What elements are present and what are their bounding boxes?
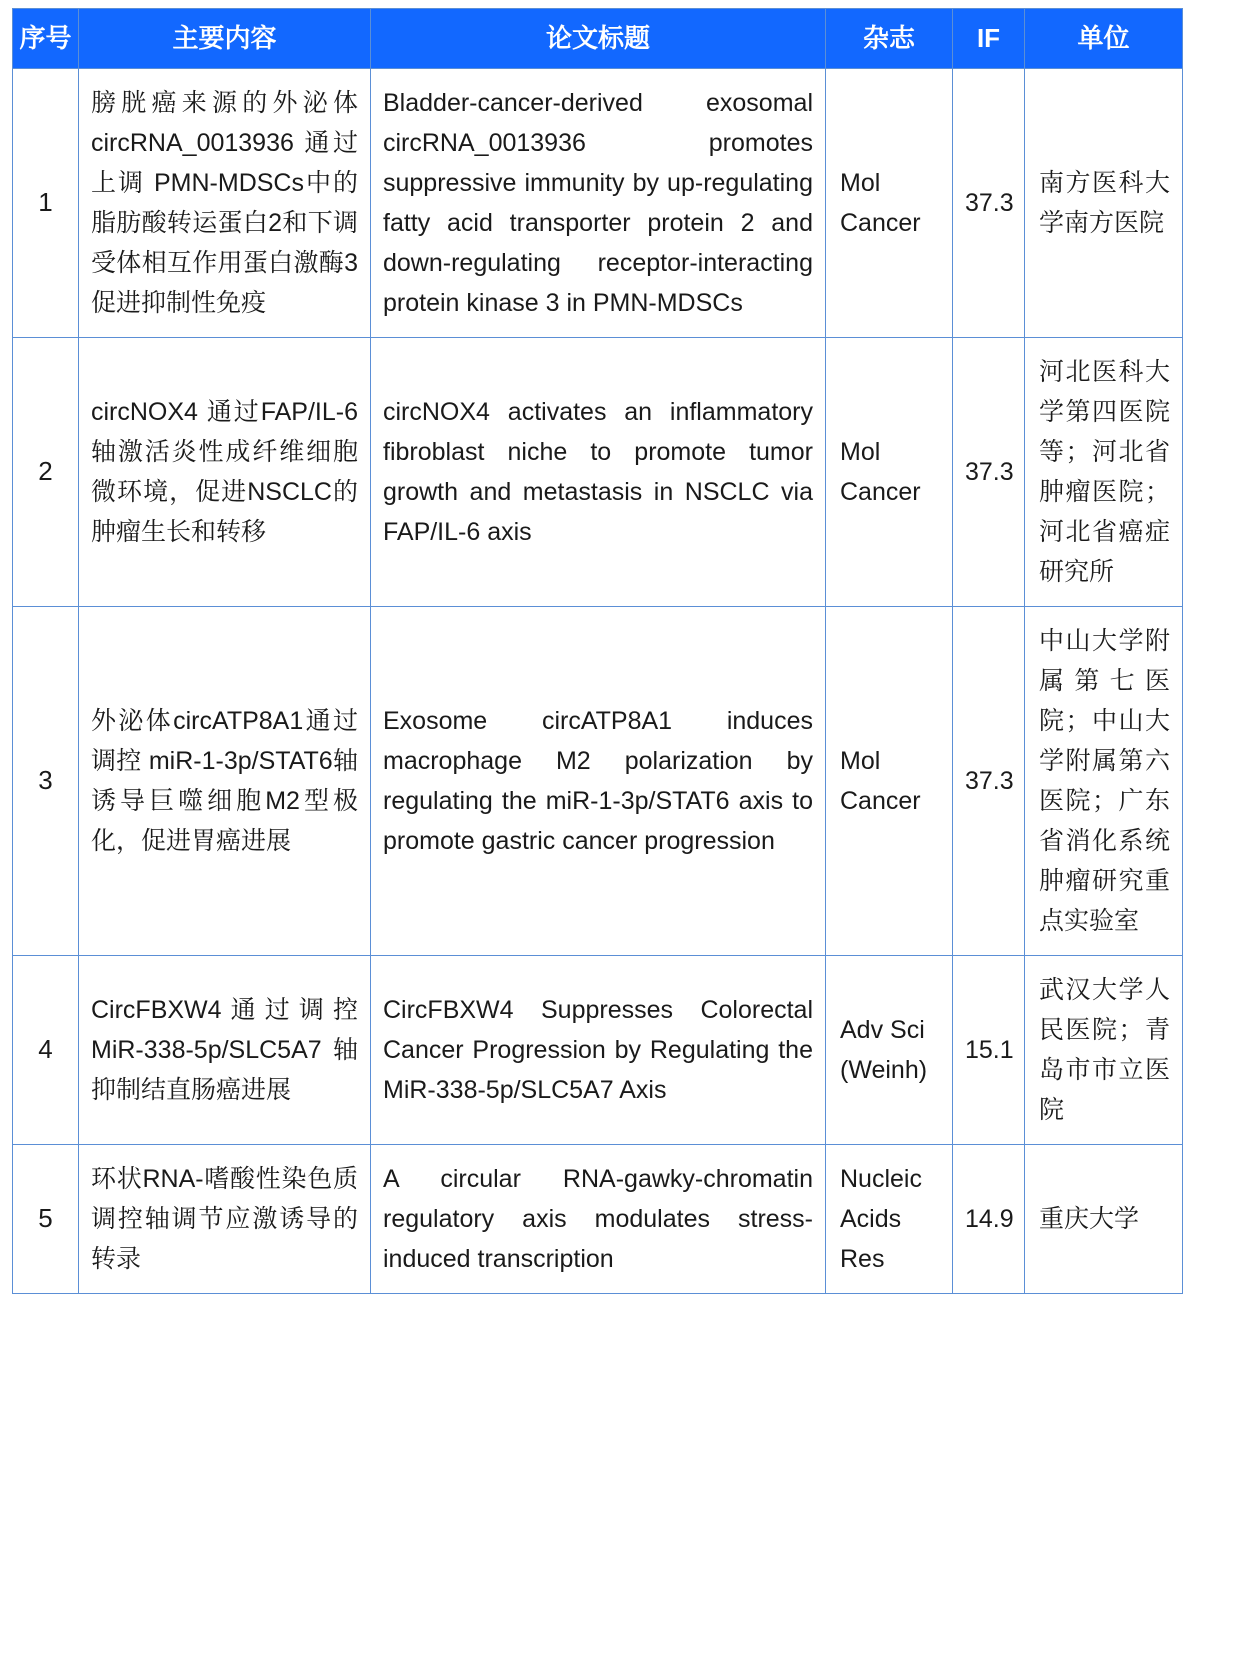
cell-index: 1 — [13, 69, 79, 338]
cell-index: 5 — [13, 1145, 79, 1294]
cell-content: 环状RNA-嗜酸性染色质调控轴调节应激诱导的转录 — [79, 1145, 371, 1294]
cell-if: 15.1 — [953, 956, 1025, 1145]
cell-if: 14.9 — [953, 1145, 1025, 1294]
cell-if: 37.3 — [953, 69, 1025, 338]
cell-unit: 河北医科大学第四医院等；河北省肿瘤医院；河北省癌症研究所 — [1025, 338, 1183, 607]
cell-title: circNOX4 activates an inflammatory fibroblast niche to promote tumor growth and metastasis in NSCLC via FAP/IL-6 axis — [371, 338, 826, 607]
cell-title: Exosome circATP8A1 induces macrophage M2 polarization by regulating the miR-1-3p/STAT6 axis to promote gastric cancer progression — [371, 607, 826, 956]
cell-content: CircFBXW4通过调控MiR-338-5p/SLC5A7轴抑制结直肠癌进展 — [79, 956, 371, 1145]
table-row — [13, 1145, 1183, 1294]
column-header-index: 序号 — [13, 9, 79, 69]
cell-unit: 武汉大学人民医院；青岛市市立医院 — [1025, 956, 1183, 1145]
column-header-if: IF — [953, 9, 1025, 69]
table-row — [13, 607, 1183, 956]
cell-journal: Nucleic Acids Res — [826, 1145, 953, 1294]
cell-index: 4 — [13, 956, 79, 1145]
cell-if: 37.3 — [953, 338, 1025, 607]
cell-if: 37.3 — [953, 607, 1025, 956]
column-header-unit: 单位 — [1025, 9, 1183, 69]
cell-title: CircFBXW4 Suppresses Colorectal Cancer Progression by Regulating the MiR-338-5p/SLC5A7 Axis — [371, 956, 826, 1145]
cell-content: 膀胱癌来源的外泌体circRNA_0013936 通过上调 PMN-MDSCs中的脂肪酸转运蛋白2和下调受体相互作用蛋白激酶3促进抑制性免疫 — [79, 69, 371, 338]
cell-journal: Mol Cancer — [826, 69, 953, 338]
header-row — [13, 9, 1183, 69]
cell-journal: Adv Sci (Weinh) — [826, 956, 953, 1145]
table-row — [13, 338, 1183, 607]
column-header-journal: 杂志 — [826, 9, 953, 69]
column-header-title: 论文标题 — [371, 9, 826, 69]
cell-index: 2 — [13, 338, 79, 607]
cell-title: A circular RNA-gawky-chromatin regulatory axis modulates stress-induced transcription — [371, 1145, 826, 1294]
cell-unit: 中山大学附属第七医院；中山大学附属第六医院；广东省消化系统肿瘤研究重点实验室 — [1025, 607, 1183, 956]
papers-table — [12, 8, 1183, 1294]
table-header — [13, 9, 1183, 69]
table-row — [13, 69, 1183, 338]
table-body — [13, 69, 1183, 1294]
table-row — [13, 956, 1183, 1145]
cell-journal: Mol Cancer — [826, 338, 953, 607]
cell-title: Bladder-cancer-derived exosomal circRNA_0013936 promotes suppressive immunity by up-regulating fatty acid transporter protein 2 and down-regulating receptor-interacting protein kinase 3 in PMN-MDSCs — [371, 69, 826, 338]
cell-journal: Mol Cancer — [826, 607, 953, 956]
cell-index: 3 — [13, 607, 79, 956]
cell-unit: 重庆大学 — [1025, 1145, 1183, 1294]
column-header-content: 主要内容 — [79, 9, 371, 69]
cell-unit: 南方医科大学南方医院 — [1025, 69, 1183, 338]
cell-content: 外泌体circATP8A1通过调控 miR-1-3p/STAT6轴诱导巨噬细胞M2型极化，促进胃癌进展 — [79, 607, 371, 956]
cell-content: circNOX4 通过FAP/IL-6轴激活炎性成纤维细胞微环境，促进NSCLC的肿瘤生长和转移 — [79, 338, 371, 607]
